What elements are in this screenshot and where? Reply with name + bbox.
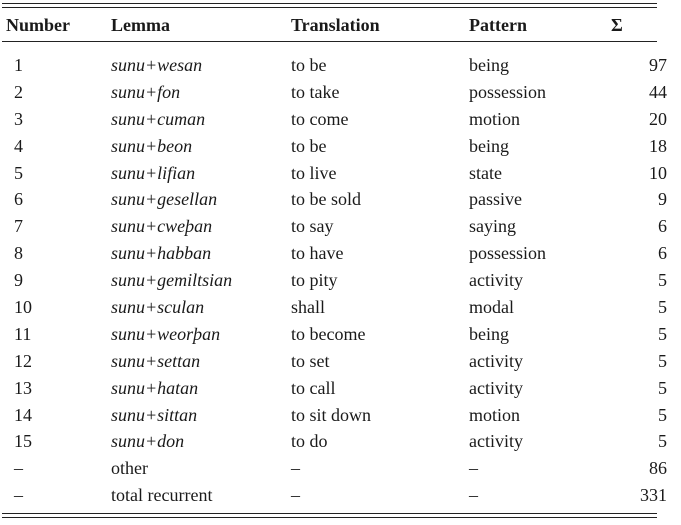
cell-translation: to call xyxy=(291,377,336,398)
cell-lemma: sunu+fon xyxy=(111,81,181,102)
cell-lemma: total recurrent xyxy=(111,485,213,506)
lemma-table xyxy=(2,9,681,509)
header-lemma: Lemma xyxy=(111,15,170,35)
cell-translation: shall xyxy=(291,296,325,317)
cell-number: 11 xyxy=(14,323,32,344)
cell-lemma: sunu+habban xyxy=(111,243,212,264)
cell-pattern: activity xyxy=(469,431,523,452)
cell-sum: 10 xyxy=(649,162,667,183)
cell-translation: to take xyxy=(291,81,340,102)
cell-translation: – xyxy=(291,485,300,506)
bottom-rule-outer xyxy=(2,517,657,518)
cell-lemma: sunu+gemiltsian xyxy=(111,270,233,291)
cell-pattern: being xyxy=(469,135,509,156)
cell-pattern: motion xyxy=(469,404,521,425)
header-sum: Σ xyxy=(611,15,623,35)
table-row xyxy=(2,294,681,321)
cell-number: 10 xyxy=(14,296,32,317)
header-number: Number xyxy=(6,15,70,35)
cell-pattern: motion xyxy=(469,108,521,129)
cell-number: 15 xyxy=(14,431,32,452)
header-translation: Translation xyxy=(291,15,380,35)
table-row xyxy=(2,348,681,375)
table-row xyxy=(2,455,681,482)
cell-number: 7 xyxy=(14,216,23,237)
cell-pattern: being xyxy=(469,54,509,75)
cell-number: 6 xyxy=(14,189,23,210)
top-rule-outer xyxy=(2,3,657,4)
cell-number: 4 xyxy=(14,135,23,156)
cell-lemma: sunu+gesellan xyxy=(111,189,218,210)
cell-lemma: sunu+cweþan xyxy=(111,216,213,237)
cell-sum: 5 xyxy=(658,377,667,398)
cell-translation: to set xyxy=(291,350,330,371)
table-row xyxy=(2,42,681,79)
cell-translation: – xyxy=(291,458,300,479)
cell-number: – xyxy=(14,458,23,479)
cell-sum: 5 xyxy=(658,323,667,344)
cell-lemma: sunu+sittan xyxy=(111,404,198,425)
cell-lemma: sunu+sculan xyxy=(111,296,205,317)
cell-sum: 18 xyxy=(649,135,667,156)
cell-number: 3 xyxy=(14,108,23,129)
cell-pattern: activity xyxy=(469,350,523,371)
cell-pattern: activity xyxy=(469,270,523,291)
cell-pattern: passive xyxy=(469,189,522,210)
cell-pattern: state xyxy=(469,162,502,183)
cell-translation: to come xyxy=(291,108,349,129)
cell-translation: to say xyxy=(291,216,334,237)
cell-sum: 331 xyxy=(640,485,667,506)
cell-number: 14 xyxy=(14,404,32,425)
cell-translation: to be xyxy=(291,135,327,156)
cell-lemma: sunu+cuman xyxy=(111,108,206,129)
cell-sum: 86 xyxy=(649,458,667,479)
cell-lemma: other xyxy=(111,458,148,479)
cell-sum: 9 xyxy=(658,189,667,210)
cell-pattern: – xyxy=(469,458,478,479)
table-row xyxy=(2,402,681,429)
table-row xyxy=(2,240,681,267)
table-row xyxy=(2,213,681,240)
table-row xyxy=(2,79,681,106)
cell-number: 5 xyxy=(14,162,23,183)
cell-sum: 44 xyxy=(649,81,667,102)
cell-sum: 6 xyxy=(658,243,667,264)
cell-pattern: saying xyxy=(469,216,516,237)
table-row xyxy=(2,482,681,509)
cell-translation: to become xyxy=(291,323,366,344)
table-row xyxy=(2,267,681,294)
bottom-rule-inner xyxy=(2,513,657,514)
cell-sum: 20 xyxy=(649,108,667,129)
cell-lemma: sunu+settan xyxy=(111,350,201,371)
cell-lemma: sunu+wesan xyxy=(111,54,203,75)
cell-number: 2 xyxy=(14,81,23,102)
cell-sum: 5 xyxy=(658,431,667,452)
cell-pattern: possession xyxy=(469,81,547,102)
cell-translation: to be xyxy=(291,54,327,75)
cell-pattern: activity xyxy=(469,377,523,398)
cell-translation: to live xyxy=(291,162,337,183)
cell-number: 12 xyxy=(14,350,32,371)
table-row xyxy=(2,106,681,133)
cell-number: 9 xyxy=(14,270,23,291)
header-pattern: Pattern xyxy=(469,15,527,35)
cell-sum: 97 xyxy=(649,54,667,75)
header-row xyxy=(2,9,681,42)
table-row xyxy=(2,375,681,402)
cell-pattern: being xyxy=(469,323,509,344)
cell-lemma: sunu+lifian xyxy=(111,162,196,183)
cell-lemma: sunu+beon xyxy=(111,135,193,156)
cell-sum: 6 xyxy=(658,216,667,237)
cell-translation: to do xyxy=(291,431,328,452)
cell-pattern: possession xyxy=(469,243,547,264)
cell-translation: to be sold xyxy=(291,189,361,210)
table-row xyxy=(2,428,681,455)
cell-translation: to sit down xyxy=(291,404,372,425)
cell-number: 8 xyxy=(14,243,23,264)
table-row xyxy=(2,160,681,187)
cell-lemma: sunu+don xyxy=(111,431,185,452)
cell-lemma: sunu+hatan xyxy=(111,377,199,398)
table-row xyxy=(2,133,681,160)
cell-pattern: modal xyxy=(469,296,514,317)
cell-sum: 5 xyxy=(658,270,667,291)
top-rule-inner xyxy=(2,7,657,8)
cell-sum: 5 xyxy=(658,296,667,317)
cell-number: 13 xyxy=(14,377,32,398)
cell-pattern: – xyxy=(469,485,478,506)
cell-sum: 5 xyxy=(658,350,667,371)
cell-sum: 5 xyxy=(658,404,667,425)
cell-number: – xyxy=(14,485,23,506)
cell-number: 1 xyxy=(14,54,23,75)
table-row xyxy=(2,186,681,213)
table-row xyxy=(2,321,681,348)
cell-translation: to pity xyxy=(291,270,338,291)
cell-lemma: sunu+weorþan xyxy=(111,323,221,344)
cell-translation: to have xyxy=(291,243,344,264)
table-body xyxy=(2,42,681,509)
